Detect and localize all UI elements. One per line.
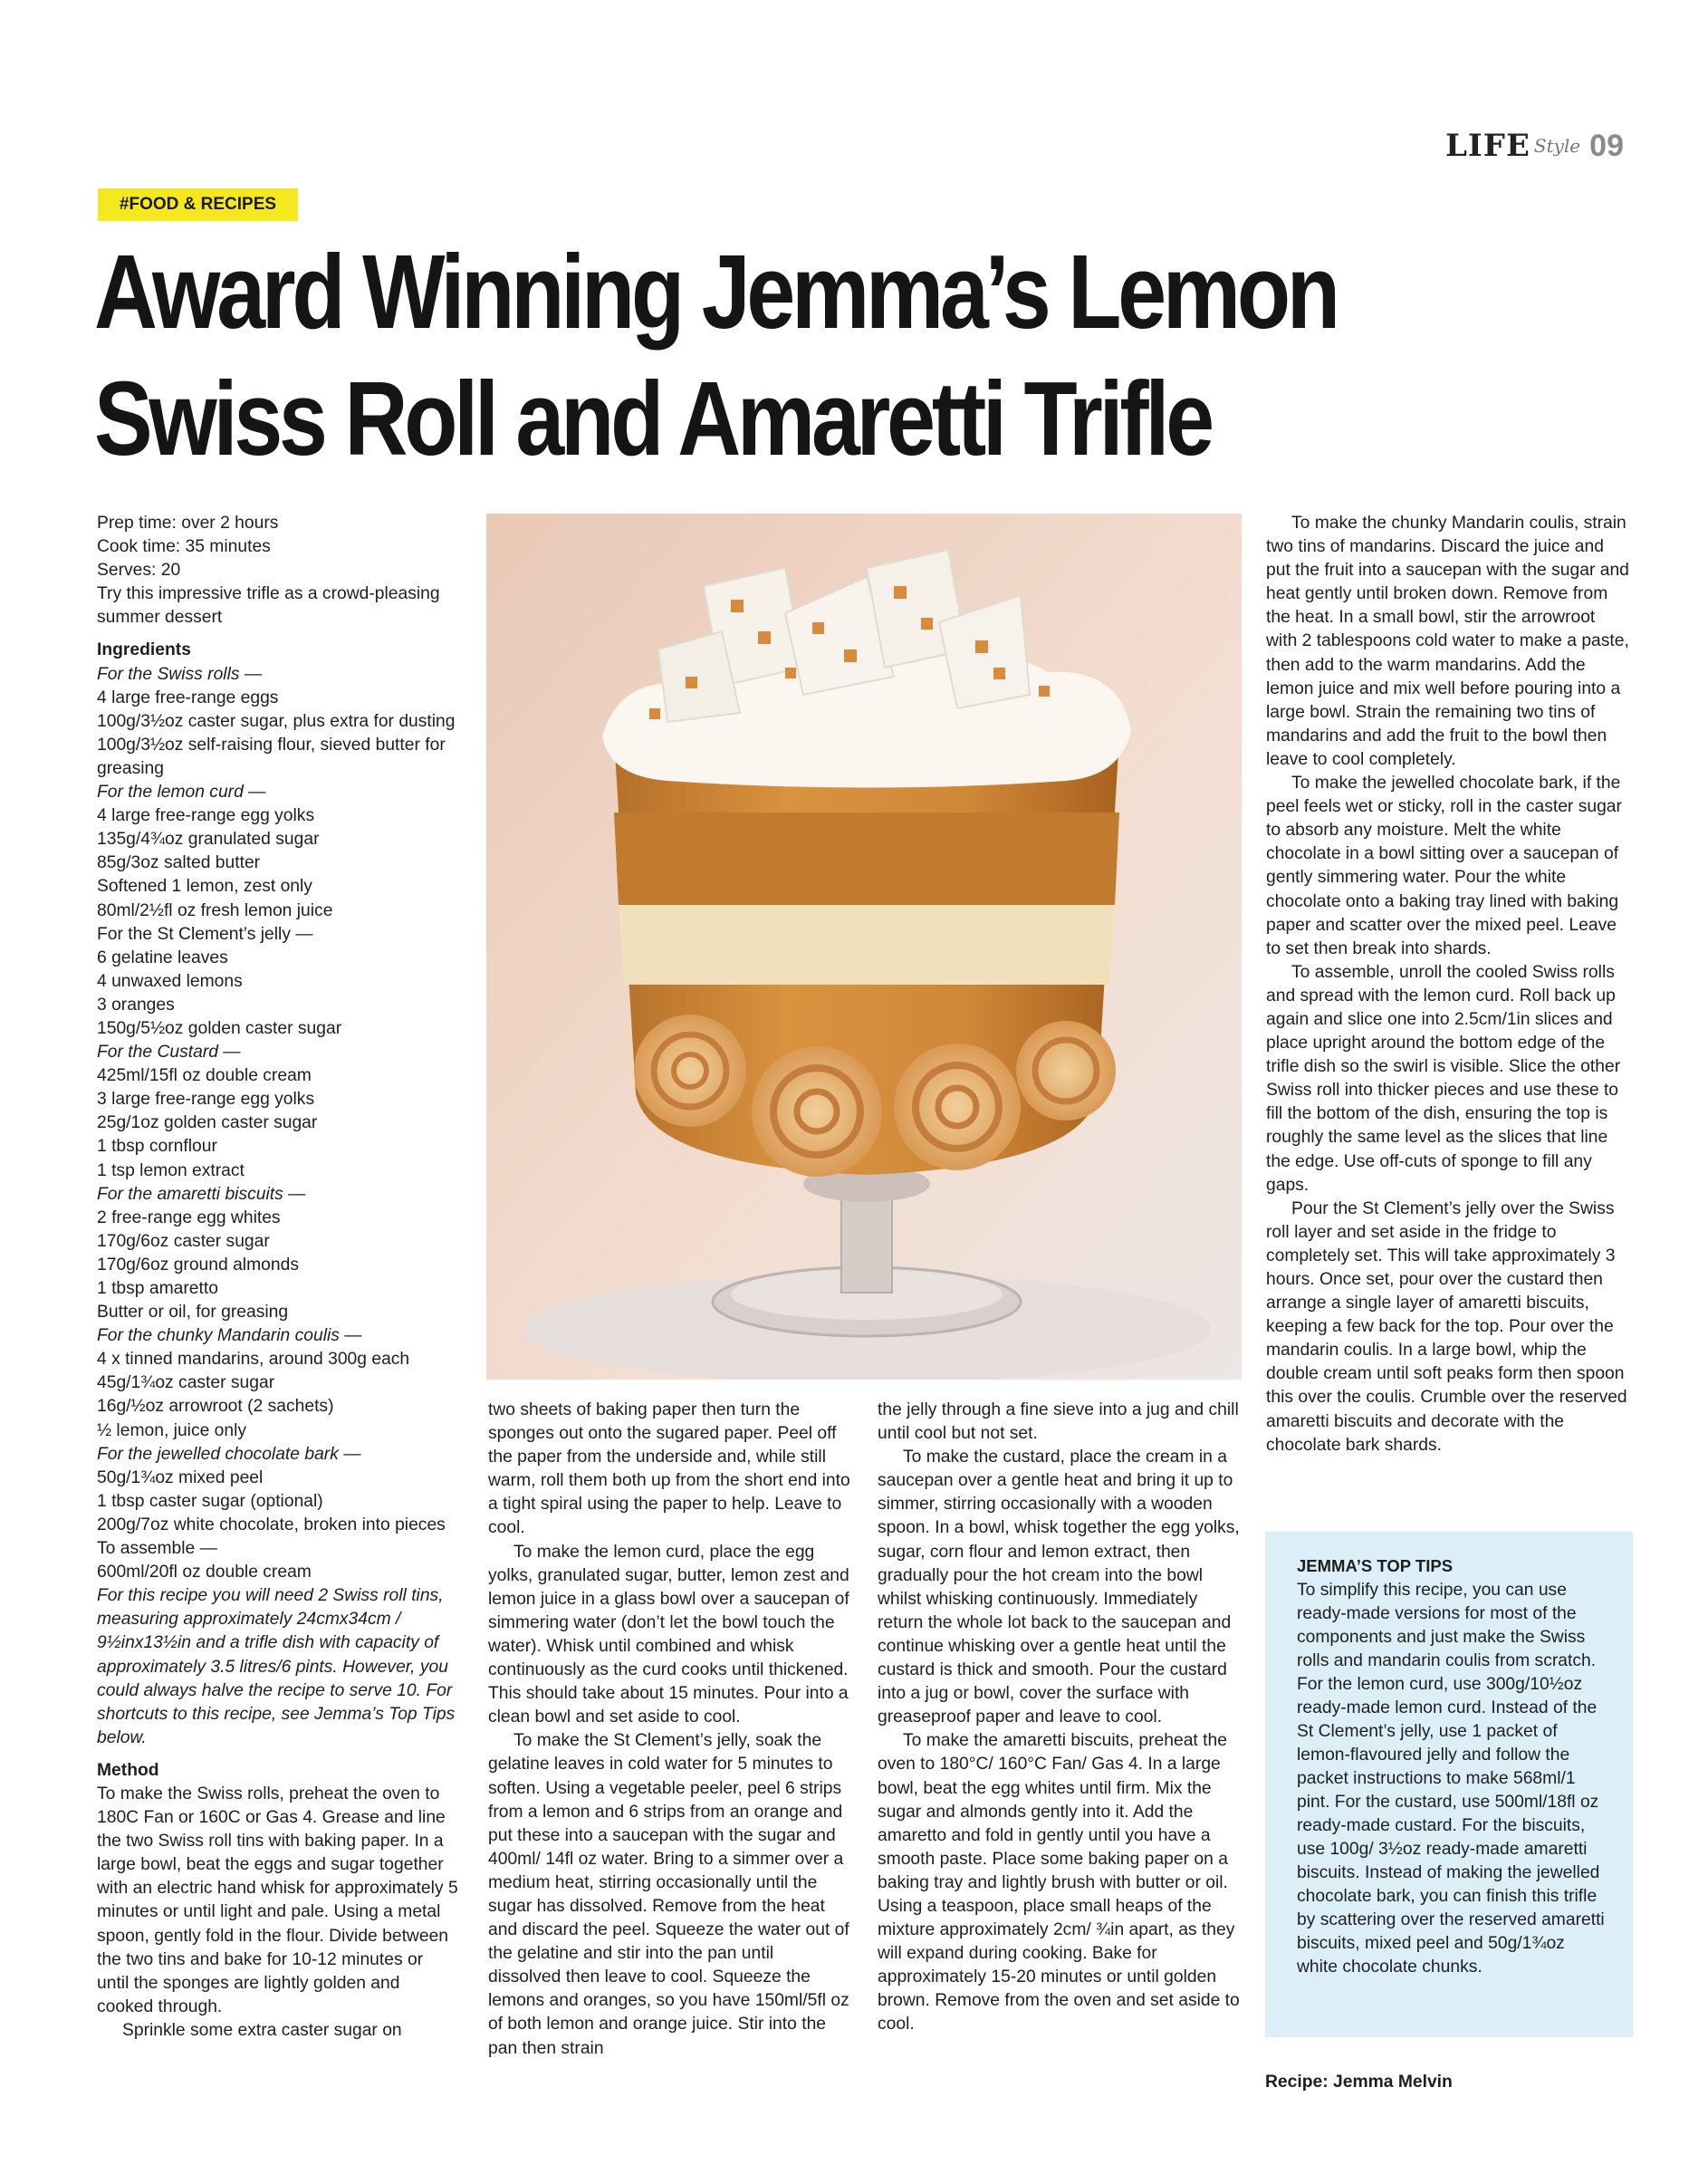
ingredient-line: 100g/3½oz self-raising flour, sieved butter for greasing xyxy=(97,735,446,778)
headline: Award Winning Jemma’s Lemon Swiss Roll and Amaretti Trifle xyxy=(94,233,1337,477)
ingredient-line: Butter or oil, for greasing xyxy=(97,1303,289,1323)
method-paragraph: To make the lemon curd, place the egg yolks, granulated sugar, butter, lemon zest and lemon juice in a glass bowl over a saucepan of simmering water (don’t let the bowl touch the water). Whisk until combined and whisk continuously as the curd cooks until thickened. This should take about 15 minutes. Pour into a clean bowl and set aside to cool. xyxy=(488,1542,849,1727)
category-tag: #FOOD & RECIPES xyxy=(98,188,298,221)
ingredient-line: 4 large free-range eggs xyxy=(97,688,279,707)
ingredient-line: 1 tbsp amaretto xyxy=(97,1279,218,1298)
ingredient-line: 135g/4¾oz granulated sugar xyxy=(97,830,320,850)
method-paragraph: To make the jewelled chocolate bark, if the peel feels wet or sticky, roll in the caster sugar to absorb any moisture. Melt the white chocolate in a bowl sitting over a saucepan of gently simmering water. Pour the white chocolate onto a baking tray lined with baking paper and scatter over the mixed peel. Leave to set then break into shards. xyxy=(1266,774,1622,958)
masthead xyxy=(1445,125,1624,167)
ingredients-column xyxy=(97,512,459,2043)
method-paragraph: To make the St Clement’s jelly, soak the gelatine leaves in cold water for 5 minutes to soften. Using a vegetable peeler, peel 6 strips from a lemon and 6 strips from an orange and put these into a saucepan with the sugar and 400ml/ 14fl oz water. Bring to a simmer over a medium heat, stirring occasionally until the sugar has dissolved. Remove from the heat and discard the peel. Squeeze the water out of the gelatine and stir into the pan until dissolved then leave to cool. Squeeze the lemons and oranges, so you have 150ml/5fl oz of both lemon and orange juice. Stir into the pan then strain xyxy=(488,1731,849,2058)
intro-blurb: Try this impressive trifle as a crowd-pleasing summer dessert xyxy=(97,584,440,628)
ingredients-list xyxy=(97,663,459,1750)
method-paragraph: To make the custard, place the cream in a saucepan over a gentle heat and bring it up to simmer, stirring occasionally with a wooden spoon. In a bowl, whisk together the egg yolks, sugar, corn flour and lemon extract, then gradually pour the hot cream into the bowl whilst whisking continuously. Immediately return the whole lot back to the saucepan and continue whisking over a gentle heat until the custard is thick and smooth. Pour the custard into a jug or bowl, cover the surface with greaseproof paper and leave to cool. xyxy=(878,1448,1240,1727)
page-number: 09 xyxy=(1589,128,1624,163)
method-heading: Method xyxy=(97,1760,159,1780)
ingredient-line: 1 tbsp caster sugar (optional) xyxy=(97,1491,323,1511)
ingredient-line: Softened 1 lemon, zest only xyxy=(97,877,312,897)
ingredient-line: 16g/½oz arrowroot (2 sachets) xyxy=(97,1397,334,1417)
ingredient-line: To assemble — xyxy=(97,1539,217,1559)
ingredient-line: 45g/1¾oz caster sugar xyxy=(97,1373,275,1393)
trifle-photo xyxy=(486,514,1242,1380)
life-logo: LIFE xyxy=(1445,128,1530,164)
ingredient-line: 25g/1oz golden caster sugar xyxy=(97,1113,318,1133)
trifle-illustration xyxy=(486,514,1242,1380)
serves: Serves: 20 xyxy=(97,561,181,581)
top-tips-box xyxy=(1265,1532,1633,2037)
ingredient-line: 4 x tinned mandarins, around 300g each xyxy=(97,1350,410,1370)
ingredient-line: For the Swiss rolls — xyxy=(97,664,263,684)
method-paragraph: two sheets of baking paper then turn the sponges out onto the sugared paper. Peel off the paper from the underside and, while still warm, roll them both up from the short end into a tight spiral using the paper to help. Leave to cool. xyxy=(488,1400,850,1538)
ingredient-line: 170g/6oz caster sugar xyxy=(97,1231,270,1251)
ingredient-line: For the jewelled chocolate bark — xyxy=(97,1444,361,1464)
ingredient-line: 150g/5½oz golden caster sugar xyxy=(97,1018,342,1038)
method-paragraph: Pour the St Clement’s jelly over the Swiss roll layer and set aside in the fridge to completely set. This will take approximately 3 hours. Once set, pour over the custard then arrange a single layer of amaretti biscuits, keeping a few back for the top. Pour over the mandarin coulis. In a large bowl, whip the double cream until soft peaks form then spoon this over the coulis. Crumble over the reserved amaretti biscuits and decorate with the chocolate bark shards. xyxy=(1266,1198,1627,1455)
ingredient-line: For the lemon curd — xyxy=(97,783,266,803)
ingredients-heading: Ingredients xyxy=(97,640,191,660)
ingredient-line: 50g/1¾oz mixed peel xyxy=(97,1467,264,1487)
ingredient-line: 80ml/2½fl oz fresh lemon juice xyxy=(97,900,333,920)
ingredient-line: 200g/7oz white chocolate, broken into pieces xyxy=(97,1515,446,1534)
recipe-credit: Recipe: Jemma Melvin xyxy=(1265,2073,1453,2092)
method-text-part-1 xyxy=(97,1783,459,2043)
method-text-part-2 xyxy=(488,1399,850,2061)
method-paragraph: To make the chunky Mandarin coulis, strain two tins of mandarins. Discard the juice and put the fruit into a saucepan with the sugar and heat gently until broken down. Remove from the heat. In a small bowl, stir the arrowroot with 2 tablespoons cold water to make a paste, then add to the warm mandarins. Add the lemon juice and mix well before pouring into a large bowl. Strain the remaining two tins of mandarins and add the fruit to the bowl then leave to cool completely. xyxy=(1266,514,1629,769)
ingredient-line: 6 gelatine leaves xyxy=(97,948,228,967)
ingredient-line: 3 oranges xyxy=(97,995,175,1015)
ingredient-line: 4 large free-range egg yolks xyxy=(97,806,315,826)
method-paragraph: To make the amaretti biscuits, preheat the oven to 180°C/ 160°C Fan/ Gas 4. In a large bowl, beat the egg whites until firm. Mix the sugar and almonds gently into it. Add the amaretto and fold in gently until you have a smooth paste. Place some baking paper on a baking tray and lightly brush with butter or oil. Using a teaspoon, place small heaps of the mixture approximately 2cm/ ¾in apart, as they will expand during cooking. Bake for approximately 15-20 minutes or until golden brown. Remove from the oven and set aside to cool. xyxy=(878,1731,1240,2035)
top-tips-title: JEMMA’S TOP TIPS xyxy=(1297,1556,1454,1575)
ingredient-line: For the amaretti biscuits — xyxy=(97,1184,306,1204)
ingredient-line: 2 free-range egg whites xyxy=(97,1207,281,1227)
ingredient-line: For the chunky Mandarin coulis — xyxy=(97,1326,362,1346)
method-paragraph: Sprinkle some extra caster sugar on xyxy=(122,2020,402,2040)
style-logo-script: Style xyxy=(1533,135,1581,157)
ingredient-line: 1 tsp lemon extract xyxy=(97,1160,245,1180)
cook-time: Cook time: 35 minutes xyxy=(97,537,271,557)
ingredient-line: 425ml/15fl oz double cream xyxy=(97,1066,312,1086)
ingredient-line: For this recipe you will need 2 Swiss roll tins, measuring approximately 24cmx34cm / 9½inx13½in and a trifle dish with capacity of approximately 3.5 litres/6 pints. However, you could always halve the recipe to serve 10. For shortcuts to this recipe, see Jemma’s Top Tips below. xyxy=(97,1586,456,1747)
top-tips-body: To simplify this recipe, you can use ready-made versions for most of the components and just make the Swiss rolls and mandarin coulis from scratch. For the lemon curd, use 300g/10½oz ready-made lemon curd. Instead of the St Clement’s jelly, use 1 packet of lemon-flavoured jelly and follow the packet instructions to make 568ml/1 pint. For the custard, use 500ml/18fl oz ready-made custard. For the biscuits, use 100g/ 3½oz ready-made amaretti biscuits. Instead of making the jewelled chocolate bark, you can finish this trifle by scattering over the reserved amaretti biscuits, mixed peel and 50g/1¾oz white chocolate chunks. xyxy=(1297,1581,1605,1977)
ingredient-line: 170g/6oz ground almonds xyxy=(97,1255,299,1275)
method-paragraph: To assemble, unroll the cooled Swiss rolls and spread with the lemon curd. Roll back up again and slice one into 2.5cm/1in slices and place upright around the bottom edge of the trifle dish so the swirl is visible. Slice the other Swiss roll into thicker pieces and use these to fill the bottom of the dish, ensuring the top is roughly the same level as the slices that line the edge. Use off-cuts of sponge to fill any gaps. xyxy=(1266,962,1621,1195)
method-paragraph: To make the Swiss rolls, preheat the oven to 180C Fan or 160C or Gas 4. Grease and line the two Swiss roll tins with baking paper. In a large bowl, beat the eggs and sugar together with an electric hand whisk for approximately 5 minutes or until light and pale. Using a metal spoon, gently fold in the flour. Divide between the two tins and bake for 10-12 minutes or until the sponges are lightly golden and cooked through. xyxy=(97,1784,458,2016)
ingredient-line: 1 tbsp cornflour xyxy=(97,1137,217,1157)
ingredient-line: For the Custard — xyxy=(97,1043,241,1063)
ingredient-line: 600ml/20fl oz double cream xyxy=(97,1563,312,1582)
ingredient-line: For the St Clement’s jelly — xyxy=(97,924,313,944)
ingredient-line: 4 unwaxed lemons xyxy=(97,971,243,991)
ingredient-line: ½ lemon, juice only xyxy=(97,1420,247,1440)
method-paragraph: the jelly through a fine sieve into a jug and chill until cool but not set. xyxy=(878,1400,1239,1444)
ingredient-line: 3 large free-range egg yolks xyxy=(97,1090,315,1110)
ingredient-line: 100g/3½oz caster sugar, plus extra for dusting xyxy=(97,711,456,731)
prep-time: Prep time: over 2 hours xyxy=(97,514,279,533)
method-text-part-3 xyxy=(878,1399,1240,2037)
ingredient-line: 85g/3oz salted butter xyxy=(97,853,261,873)
method-text-part-4 xyxy=(1266,512,1630,1457)
